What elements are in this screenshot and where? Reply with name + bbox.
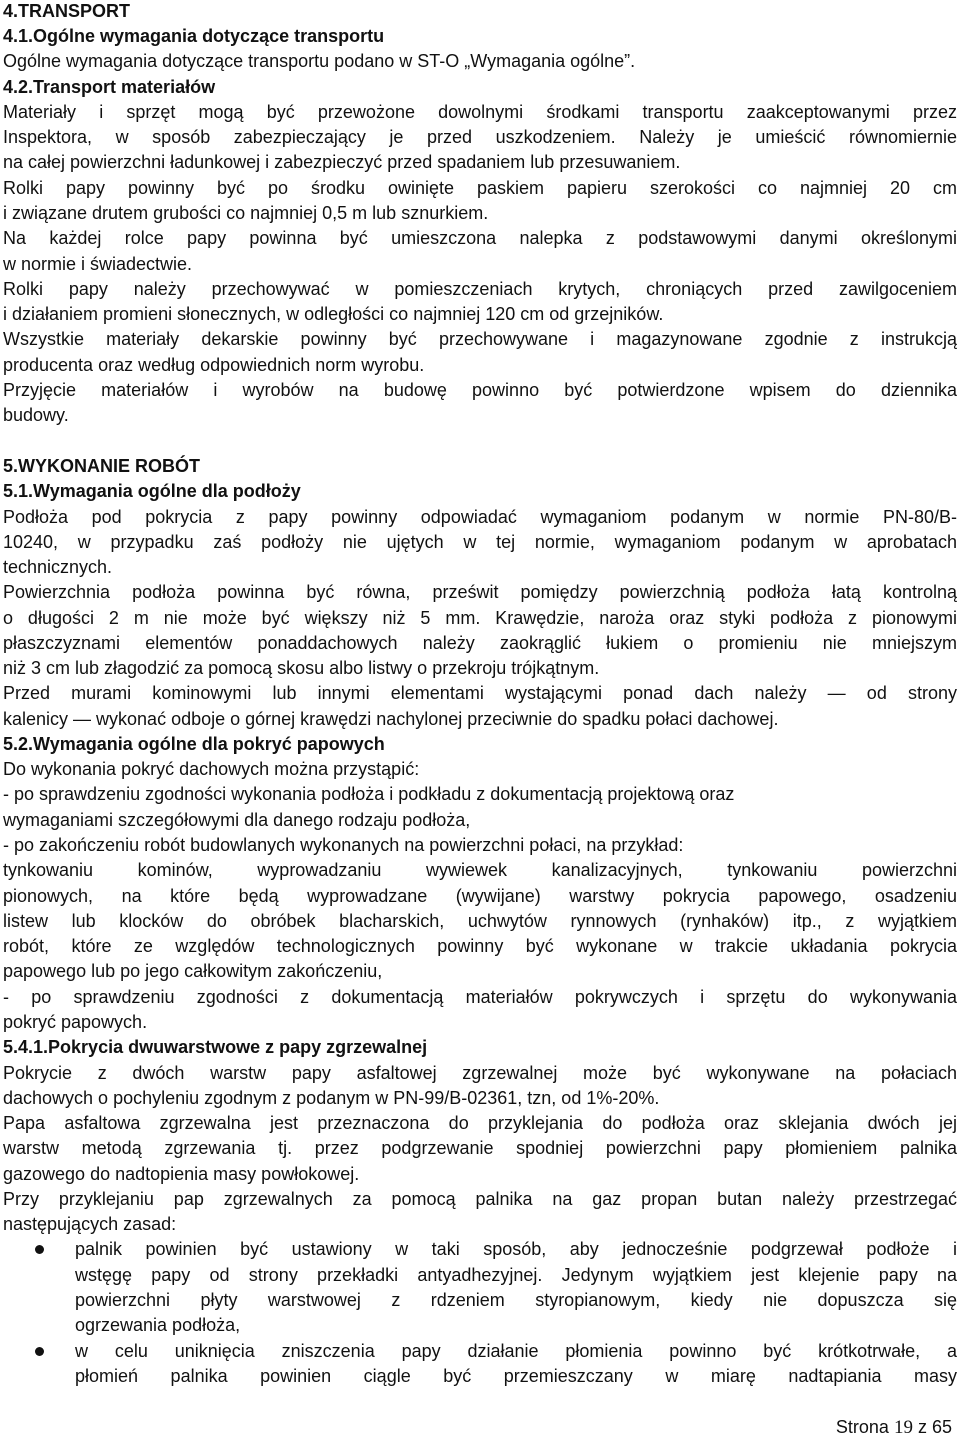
text-line: papowego lub po jego całkowitym zakończeniu, [3,961,383,981]
text-line: Ogólne wymagania dotyczące transportu podano w ST-O „Wymagania ogólne”. [3,51,636,71]
subsection-heading: 4.1.Ogólne wymagania dotyczące transportu [3,26,385,46]
bullet-text-line: powierzchni płyty warstwowej z rdzeniem styropianowym, kiedy nie dopuszcza się [75,1290,957,1310]
text-line: gazowego do nadtopienia masy powłokowej. [3,1164,360,1184]
bullet-icon [35,1347,44,1356]
bullet-icon [35,1245,44,1254]
bullet-text-line: palnik powinien być ustawiony w taki sposób, aby jednocześnie podgrzewał podłoże i [75,1239,957,1259]
bullet-text-line: w celu uniknięcia zniszczenia papy działanie płomienia powinno być krótkotrwałe, a [75,1341,957,1361]
subsection-heading: 5.1.Wymagania ogólne dla podłoży [3,481,301,501]
text-line: Przyjęcie materiałów i wyrobów na budowę powinno być potwierdzone wpisem do dziennika [3,380,957,400]
document-page [3,0,957,1440]
text-line: i działaniem promieni słonecznych, w odległości co najmniej 120 cm od grzejników. [3,304,664,324]
text-line: na całej powierzchni ładunkowej i zabezpieczyć przed spadaniem lub przesuwaniem. [3,152,681,172]
text-line: robót, które ze względów technologicznych powinny być wykonane w trakcie układania pokrycia [3,936,957,956]
text-line: płaszczyznami elementów ponaddachowych należy zaokrąglić łukiem o promieniu nie mniejszym [3,633,957,653]
text-line: w normie i świadectwie. [3,254,193,274]
footer-prefix: Strona [835,1417,889,1437]
subsection-heading: 5.4.1.Pokrycia dwuwarstwowe z papy zgrzewalnej [3,1037,428,1057]
text-line: Inspektora, w sposób zabezpieczający je przed uszkodzeniem. Należy je umieścić równomiernie [3,127,957,147]
bullet-text-line: płomień palnika powinien ciągle być przemieszczany w miarę nadtapiania masy [75,1366,957,1386]
text-line: Przed murami kominowymi lub innymi elementami wystającymi ponad dach należy — od strony [3,683,957,703]
text-line: pokryć papowych. [3,1012,148,1032]
footer-page-number: 19 [893,1417,913,1438]
text-line: listew lub klocków do obróbek blacharskich, uchwytów rynnowych (rynhaków) itp., z wyjątkiem [3,911,957,931]
text-line: Rolki papy należy przechowywać w pomieszczeniach krytych, chroniących przed zawilgoceniem [3,279,957,299]
text-line: Na każdej rolce papy powinna być umieszczona nalepka z podstawowymi danymi określonymi [3,228,957,248]
text-line: technicznych. [3,557,113,577]
text-line: wymaganiami szczegółowymi dla danego rodzaju podłoża, [3,810,471,830]
footer-separator: z [917,1417,927,1437]
text-line: Podłoża pod pokrycia z papy powinny odpowiadać wymaganiom podanym w normie PN-80/B- [3,507,957,527]
text-line: Materiały i sprzęt mogą być przewożone dowolnymi środkami transportu zaakceptowanymi przez [3,102,957,122]
text-line: Do wykonania pokryć dachowych można przystąpić: [3,759,420,779]
text-line: budowy. [3,405,69,425]
text-line: dachowych o pochyleniu zgodnym z podanym w PN-99/B-02361, tzn, od 1%-20%. [3,1088,660,1108]
text-line: Wszystkie materiały dekarskie powinny być przechowywane i magazynowane zgodnie z instrukcją [3,329,957,349]
text-line: kalenicy — wykonać odboje o górnej krawędzi nachylonej przeciwnie do spadku połaci dachowej. [3,709,779,729]
text-line: Pokrycie z dwóch warstw papy asfaltowej zgrzewalnej może być wykonywane na połaciach [3,1063,957,1083]
text-line: Papa asfaltowa zgrzewalna jest przeznaczona do przyklejania do podłoża oraz sklejania dwóch jej [3,1113,957,1133]
text-line: Przy przyklejaniu pap zgrzewalnych za pomocą palnika na gaz propan butan należy przestrzegać [3,1189,957,1209]
subsection-heading: 4.2.Transport materiałów [3,77,216,97]
page-footer [836,1417,952,1439]
text-line: niż 3 cm lub złagodzić za pomocą skosu albo listwy o przekroju trójkątnym. [3,658,600,678]
bullet-text-line: ogrzewania podłoża, [75,1315,241,1335]
text-line: 10240, w przypadku zaś podłoży nie ujętych w tej normie, wymaganiom podanym w aprobatach [3,532,957,552]
subsection-heading: 5.2.Wymagania ogólne dla pokryć papowych [3,734,385,754]
text-line: i związane drutem grubości co najmniej 0,5 m lub sznurkiem. [3,203,489,223]
text-line: pionowych, na które będą wyprowadzane (wywijane) warstwy pokrycia papowego, osadzeniu [3,886,957,906]
text-line: warstw metodą zgrzewania tj. przez podgrzewanie spodniej powierzchni papy płomieniem palnika [3,1138,957,1158]
section-heading: 5.WYKONANIE ROBÓT [3,456,201,476]
text-line: Rolki papy powinny być po środku owinięte paskiem papieru szerokości co najmniej 20 cm [3,178,957,198]
text-line: - po sprawdzeniu zgodności wykonania podłoża i podkładu z dokumentacją projektową oraz [3,784,735,804]
text-line: tynkowaniu kominów, wyprowadzaniu wywiewek kanalizacyjnych, tynkowaniu powierzchni [3,860,957,880]
text-line: producenta oraz według odpowiednich norm wyrobu. [3,355,425,375]
footer-page-total: 65 [931,1417,952,1437]
section-heading: 4.TRANSPORT [3,1,131,21]
text-line: następujących zasad: [3,1214,177,1234]
text-line: - po zakończeniu robót budowlanych wykonanych na powierzchni połaci, na przykład: [3,835,684,855]
text-line: o długości 2 m nie może być większy niż 5 mm. Krawędzie, naroża oraz styki podłoża z pionowymi [3,608,957,628]
text-line: - po sprawdzeniu zgodności z dokumentacją materiałów pokrywczych i sprzętu do wykonywania [3,987,957,1007]
text-line: Powierzchnia podłoża powinna być równa, prześwit pomiędzy powierzchnią podłoża łatą kontrolną [3,582,957,602]
bullet-text-line: wstęgę papy od strony przekładki antyadhezyjnej. Jedynym wyjątkiem jest klejenie papy na [75,1265,957,1285]
